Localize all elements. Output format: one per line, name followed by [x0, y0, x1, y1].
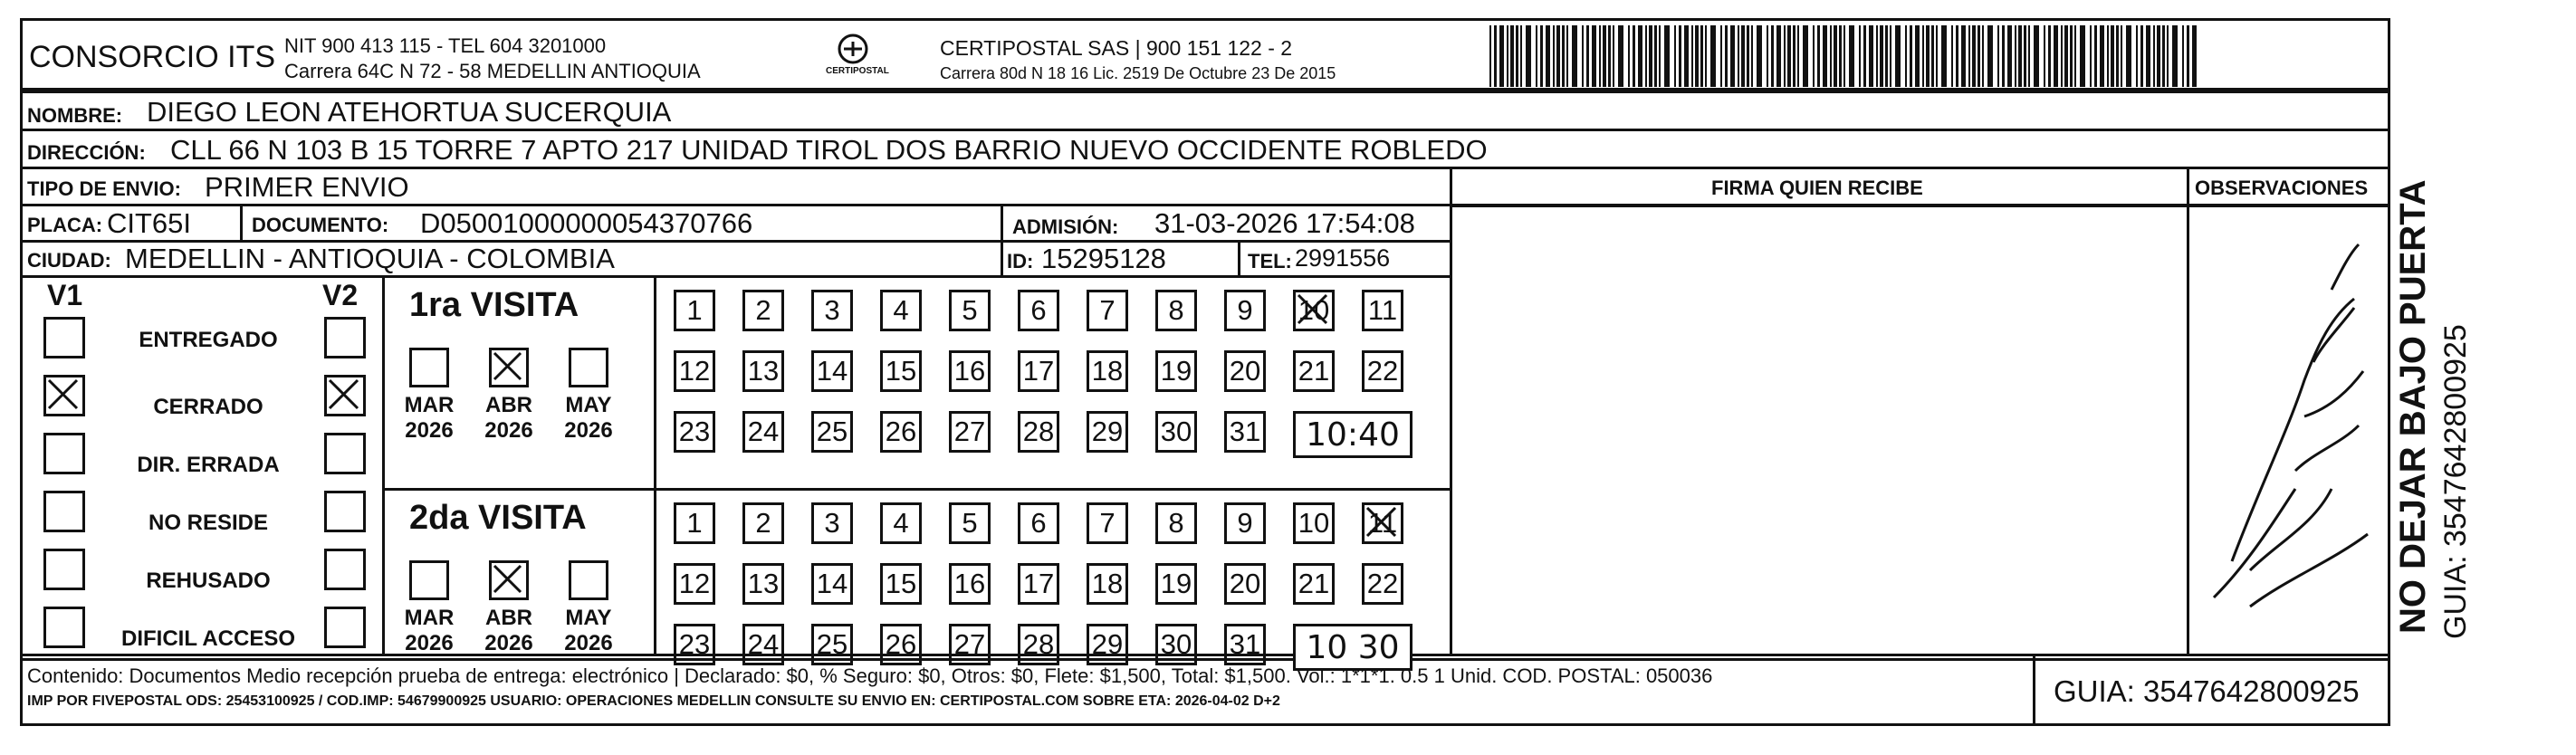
day-box[interactable]: 6 [1018, 290, 1059, 331]
day-box[interactable]: 28 [1018, 411, 1059, 453]
barcode-bar [1849, 25, 1854, 87]
month-checkbox[interactable] [409, 560, 449, 600]
v2-checkbox[interactable] [324, 375, 366, 416]
day-box[interactable]: 24 [742, 411, 784, 453]
month-checkbox[interactable] [489, 560, 529, 600]
day-box[interactable]: 5 [949, 502, 991, 544]
barcode-bar [1803, 25, 1808, 87]
barcode-bar [2182, 25, 2184, 87]
visit-title: 1ra VISITA [409, 286, 579, 324]
barcode-bar [2136, 25, 2138, 87]
day-box[interactable]: 7 [1087, 502, 1128, 544]
barcode-bar [1997, 25, 1999, 87]
barcode-bar [2162, 25, 2165, 87]
barcode-bar [1720, 25, 1722, 87]
x-mark-icon [1365, 505, 1401, 541]
barcode-bar [2172, 25, 2178, 87]
barcode-bar [2100, 25, 2104, 87]
day-box[interactable]: 2 [742, 502, 784, 544]
barcode-bar [1813, 25, 1815, 87]
carrier-name: CERTIPOSTAL SAS | 900 151 122 - 2 [940, 36, 1293, 60]
status-label: CERRADO [153, 395, 263, 419]
signature-label: FIRMA QUIEN RECIBE [1711, 177, 1923, 199]
month-year: 2026 [405, 417, 454, 443]
day-box[interactable]: 21 [1293, 350, 1335, 392]
status-label: ENTREGADO [139, 328, 278, 352]
barcode-bar [1684, 25, 1689, 87]
barcode-bar [1489, 25, 1491, 87]
barcode-bar [2015, 25, 2016, 87]
barcode-bar [1834, 25, 1837, 87]
barcode-bar [1599, 25, 1601, 87]
barcode-bar [1751, 25, 1753, 87]
signature-area [1458, 210, 2182, 652]
day-box[interactable]: 22 [1362, 563, 1403, 605]
day-box[interactable]: 6 [1018, 502, 1059, 544]
day-box[interactable]: 5 [949, 290, 991, 331]
month-name: MAY [565, 393, 612, 417]
v2-checkbox[interactable] [324, 607, 366, 648]
barcode-bar [1592, 25, 1596, 87]
day-box[interactable]: 2 [742, 290, 784, 331]
barcode-bar [1664, 25, 1670, 87]
barcode-bar [2167, 25, 2169, 87]
barcode-bar [1553, 25, 1555, 87]
barcode-bar [1741, 25, 1745, 87]
tel-label: TEL: [1248, 250, 1292, 272]
barcode-bar [2157, 25, 2160, 87]
status-label: NO RESIDE [148, 511, 269, 535]
barcode-bar [1603, 25, 1606, 87]
month-year: 2026 [564, 630, 613, 655]
barcode-bar [1823, 25, 1827, 87]
day-box[interactable]: 4 [880, 290, 922, 331]
barcode-bar [1654, 25, 1657, 87]
day-box[interactable]: 15 [880, 350, 922, 392]
day-box[interactable]: 14 [811, 350, 853, 392]
company-address: Carrera 64C N 72 - 58 MEDELLIN ANTIOQUIA [284, 60, 701, 82]
plate-label: PLACA: [27, 214, 103, 236]
barcode-bar [1987, 25, 1993, 87]
barcode-bar [1776, 25, 1781, 87]
barcode-bar [1608, 25, 1611, 87]
day-box[interactable]: 15 [880, 563, 922, 605]
barcode-bar [2080, 25, 2085, 87]
barcode-bar [1968, 25, 1970, 87]
x-mark-icon [492, 350, 526, 385]
barcode-bar [1956, 25, 1958, 87]
day-box[interactable]: 1 [674, 290, 715, 331]
barcode-bar [1926, 25, 1930, 87]
barcode-bar [1700, 25, 1703, 87]
barcode-bar [1787, 25, 1791, 87]
barcode-bar [1540, 25, 1543, 87]
day-box[interactable]: 30 [1155, 411, 1197, 453]
recipient-name: DIEGO LEON ATEHORTUA SUCERQUIA [147, 96, 672, 128]
day-box[interactable]: 27 [949, 624, 991, 665]
day-box[interactable]: 17 [1018, 350, 1059, 392]
day-box[interactable]: 26 [880, 624, 922, 665]
month-name: MAR [404, 606, 455, 630]
barcode-bar [2126, 25, 2131, 87]
barcode-bar [1546, 25, 1550, 87]
barcode-bar [1613, 25, 1614, 87]
footer-contents: Contenido: Documentos Medio recepción prueba de entrega: electrónico | Declarado: $0, % Seguro: $0, Otros: $0, Flete: $1,500, Total: $1,500. Vol.: 1*1*1. 0.5 1 Unid. COD. POSTAL: 050036 [27, 664, 1713, 687]
day-box[interactable]: 29 [1087, 624, 1128, 665]
day-box[interactable]: 8 [1155, 502, 1197, 544]
day-box[interactable]: 13 [742, 563, 784, 605]
barcode-bar [1526, 25, 1531, 87]
day-box[interactable]: 3 [811, 290, 853, 331]
barcode-bar [1830, 25, 1832, 87]
day-box[interactable]: 29 [1087, 411, 1128, 453]
month-year: 2026 [484, 417, 533, 443]
city-value: MEDELLIN - ANTIOQUIA - COLOMBIA [125, 243, 615, 274]
barcode-bar [1494, 25, 1497, 87]
x-mark-icon [1296, 292, 1332, 329]
admission-label: ADMISIÓN: [1012, 215, 1119, 238]
document-value: D05001000000054370766 [420, 207, 753, 239]
barcode-bar [1977, 25, 1980, 87]
barcode-bar [1982, 25, 1984, 87]
day-box[interactable]: 25 [811, 411, 853, 453]
day-box[interactable]: 10 [1293, 502, 1335, 544]
id-label: ID: [1007, 250, 1034, 272]
day-box[interactable]: 16 [949, 350, 991, 392]
barcode-bar [1951, 25, 1953, 87]
side-guia: GUIA: 3547642800925 [2438, 324, 2473, 639]
day-box[interactable]: 20 [1224, 350, 1266, 392]
month-year: 2026 [484, 630, 533, 655]
barcode-bar [2192, 25, 2197, 87]
barcode-bar [1633, 25, 1635, 87]
barcode-bar [1638, 25, 1642, 87]
barcode-bar [1936, 25, 1938, 87]
barcode-bar [2074, 25, 2076, 87]
x-mark-icon [492, 563, 526, 597]
document-label: DOCUMENTO: [252, 214, 389, 236]
barcode-bar [1536, 25, 1537, 87]
handwritten-time-box[interactable]: 10 30 [1293, 624, 1412, 671]
day-box[interactable]: 20 [1224, 563, 1266, 605]
barcode-bar [1771, 25, 1774, 87]
barcode-bar [1562, 25, 1565, 87]
v1-checkbox[interactable] [43, 549, 85, 590]
v1-checkbox[interactable] [43, 607, 85, 648]
barcode-bar [1674, 25, 1676, 87]
certipostal-logo-icon [817, 33, 889, 87]
certipostal-logo-text: CERTIPOSTAL [826, 66, 889, 76]
day-box[interactable]: 28 [1018, 624, 1059, 665]
barcode-bar [2007, 25, 2012, 87]
barcode-bar [2064, 25, 2068, 87]
barcode-bar [1516, 25, 1518, 87]
barcode-bar [1628, 25, 1630, 87]
month-year: 2026 [405, 630, 454, 655]
barcode-bar [2146, 25, 2150, 87]
address-label: DIRECCIÓN: [27, 141, 146, 164]
x-mark-icon [46, 378, 82, 414]
v2-checkbox[interactable] [324, 317, 366, 358]
barcode-bar [2121, 25, 2122, 87]
day-box[interactable]: 23 [674, 624, 715, 665]
status-label: REHUSADO [146, 569, 271, 593]
barcode-bar [1972, 25, 1976, 87]
barcode-bar [1767, 25, 1768, 87]
day-box[interactable]: 9 [1224, 502, 1266, 544]
v1-label: V1 [47, 279, 83, 311]
barcode-bar [2140, 25, 2143, 87]
company-nit: NIT 900 413 115 - TEL 604 3201000 [284, 34, 607, 57]
barcode-bar [1705, 25, 1707, 87]
barcode-bar [1817, 25, 1820, 87]
barcode-bar [1885, 25, 1888, 87]
month-checkbox[interactable] [569, 348, 608, 387]
barcode-bar [1839, 25, 1842, 87]
status-label: DIR. ERRADA [137, 453, 280, 477]
barcode-bar [1507, 25, 1508, 87]
day-box[interactable]: 1 [674, 502, 715, 544]
barcode-bar [1679, 25, 1681, 87]
barcode-bar [1797, 25, 1799, 87]
barcode-bar [1905, 25, 1907, 87]
barcode-bar [2002, 25, 2005, 87]
day-box[interactable]: 31 [1224, 411, 1266, 453]
barcode-bar [1649, 25, 1652, 87]
recipient-address: CLL 66 N 103 B 15 TORRE 7 APTO 217 UNIDAD TIROL DOS BARRIO NUEVO OCCIDENTE ROBLEDO [170, 134, 1488, 166]
v1-checkbox[interactable] [43, 317, 85, 358]
barcode-bar [2018, 25, 2022, 87]
barcode-bar [1961, 25, 1966, 87]
barcode-bar [1880, 25, 1883, 87]
day-box[interactable]: 13 [742, 350, 784, 392]
barcode-bar [2153, 25, 2155, 87]
barcode [1489, 25, 2214, 87]
barcode-bar [1747, 25, 1749, 87]
admission-value: 31-03-2026 17:54:08 [1154, 207, 1415, 239]
day-box[interactable]: 10 [1293, 290, 1335, 331]
day-box[interactable]: 21 [1293, 563, 1335, 605]
barcode-bar [1793, 25, 1796, 87]
footer-guia: GUIA: 3547642800925 [2054, 674, 2360, 708]
v2-label: V2 [322, 279, 359, 311]
day-box[interactable]: 25 [811, 624, 853, 665]
barcode-bar [1895, 25, 1901, 87]
barcode-bar [1738, 25, 1739, 87]
barcode-bar [2116, 25, 2119, 87]
tel-value: 2991556 [1295, 244, 1391, 272]
day-box[interactable]: 7 [1087, 290, 1128, 331]
day-box[interactable]: 27 [949, 411, 991, 453]
barcode-bar [2094, 25, 2097, 87]
barcode-bar [1859, 25, 1861, 87]
barcode-bar [1869, 25, 1873, 87]
v2-checkbox[interactable] [324, 491, 366, 532]
day-box[interactable]: 30 [1155, 624, 1197, 665]
city-label: CIUDAD: [27, 249, 111, 272]
v2-checkbox[interactable] [324, 433, 366, 474]
id-value: 15295128 [1041, 243, 1166, 274]
barcode-bar [2187, 25, 2189, 87]
barcode-bar [2048, 25, 2051, 87]
observations-label: OBSERVACIONES [2195, 177, 2369, 199]
day-box[interactable]: 11 [1362, 290, 1403, 331]
day-box[interactable]: 17 [1018, 563, 1059, 605]
day-box[interactable]: 19 [1155, 563, 1197, 605]
handwritten-time-box[interactable]: 10:40 [1293, 411, 1412, 458]
barcode-bar [1910, 25, 1912, 87]
barcode-bar [1520, 25, 1522, 87]
day-box[interactable]: 11 [1362, 502, 1403, 544]
barcode-bar [1922, 25, 1924, 87]
barcode-bar [1582, 25, 1584, 87]
barcode-bar [1941, 25, 1947, 87]
barcode-bar [1659, 25, 1661, 87]
barcode-bar [1556, 25, 1560, 87]
barcode-bar [2111, 25, 2114, 87]
barcode-bar [1890, 25, 1891, 87]
v2-checkbox[interactable] [324, 549, 366, 590]
day-box[interactable]: 12 [674, 350, 715, 392]
name-label: NOMBRE: [27, 104, 123, 127]
day-box[interactable]: 23 [674, 411, 715, 453]
company-name: CONSORCIO ITS [29, 40, 276, 74]
status-label: DIFICIL ACCESO [120, 626, 295, 651]
barcode-bar [1645, 25, 1647, 87]
barcode-bar [2024, 25, 2026, 87]
barcode-bar [2090, 25, 2092, 87]
day-box[interactable]: 19 [1155, 350, 1197, 392]
barcode-bar [1876, 25, 1878, 87]
day-box[interactable]: 24 [742, 624, 784, 665]
barcode-bar [1695, 25, 1699, 87]
day-box[interactable]: 4 [880, 502, 922, 544]
month-name: MAY [565, 606, 612, 630]
barcode-bar [1725, 25, 1728, 87]
month-checkbox[interactable] [569, 560, 608, 600]
side-notice: NO DEJAR BAJO PUERTA [2393, 179, 2433, 634]
barcode-bar [1757, 25, 1762, 87]
plate-value: CIT65I [107, 207, 192, 239]
day-box[interactable]: 26 [880, 411, 922, 453]
day-box[interactable]: 9 [1224, 290, 1266, 331]
v1-checkbox[interactable] [43, 375, 85, 416]
day-box[interactable]: 18 [1087, 563, 1128, 605]
send-type-label: TIPO DE ENVIO: [27, 177, 181, 200]
month-checkbox[interactable] [409, 348, 449, 387]
day-box[interactable]: 3 [811, 502, 853, 544]
month-year: 2026 [564, 417, 613, 443]
barcode-bar [2061, 25, 2063, 87]
month-name: MAR [404, 393, 455, 417]
send-type: PRIMER ENVIO [205, 171, 409, 203]
barcode-bar [1618, 25, 1623, 87]
barcode-bar [1863, 25, 1866, 87]
barcode-bar [1931, 25, 1934, 87]
footer-imp: IMP POR FIVEPOSTAL ODS: 25453100925 / COD.IMP: 54679900925 USUARIO: OPERACIONES MEDELLIN CONSULTE SU ENVIO EN: CERTIPOSTAL.COM SOBRE ETA: 2026-04-02 D+2 [27, 693, 1280, 709]
barcode-bar [1843, 25, 1845, 87]
day-box[interactable]: 16 [949, 563, 991, 605]
barcode-bar [1566, 25, 1568, 87]
barcode-bar [2054, 25, 2058, 87]
barcode-bar [1586, 25, 1589, 87]
carrier-license: Carrera 80d N 18 16 Lic. 2519 De Octubre 23 De 2015 [940, 64, 1336, 82]
month-name: ABR [485, 393, 532, 417]
v1-checkbox[interactable] [43, 433, 85, 474]
observation-handwriting-icon [2196, 217, 2377, 643]
day-box[interactable]: 31 [1224, 624, 1266, 665]
x-mark-icon [327, 378, 363, 414]
barcode-bar [1572, 25, 1577, 87]
v1-checkbox[interactable] [43, 491, 85, 532]
barcode-bar [2034, 25, 2039, 87]
day-box[interactable]: 18 [1087, 350, 1128, 392]
barcode-bar [1730, 25, 1735, 87]
day-box[interactable]: 14 [811, 563, 853, 605]
barcode-bar [2070, 25, 2073, 87]
barcode-bar [1710, 25, 1716, 87]
barcode-bar [1499, 25, 1504, 87]
month-name: ABR [485, 606, 532, 630]
day-box[interactable]: 8 [1155, 290, 1197, 331]
day-box[interactable]: 12 [674, 563, 715, 605]
barcode-bar [1784, 25, 1786, 87]
barcode-bar [2044, 25, 2045, 87]
barcode-bar [2107, 25, 2109, 87]
month-checkbox[interactable] [489, 348, 529, 387]
barcode-bar [1691, 25, 1693, 87]
barcode-bar [1510, 25, 1514, 87]
visit-title: 2da VISITA [409, 499, 587, 537]
barcode-bar [1915, 25, 1920, 87]
day-box[interactable]: 22 [1362, 350, 1403, 392]
barcode-bar [2028, 25, 2030, 87]
